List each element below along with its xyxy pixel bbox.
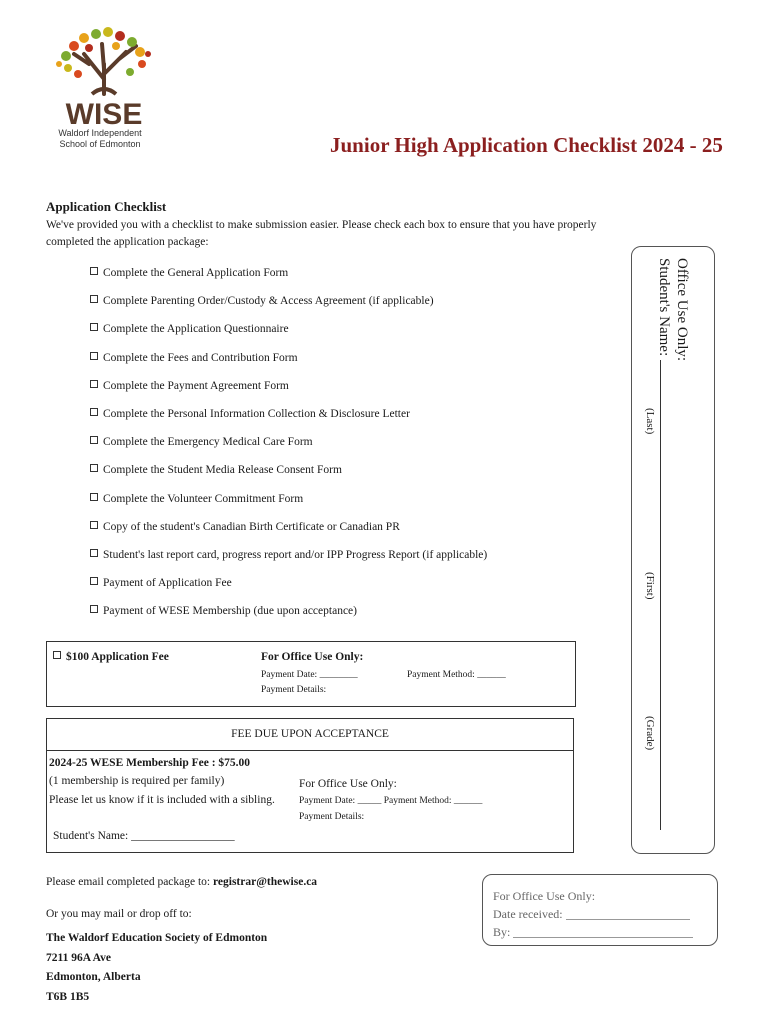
membership-fee-box bbox=[46, 718, 574, 853]
address-line: 7211 96A Ave bbox=[46, 951, 111, 964]
address-line: Edmonton, Alberta bbox=[46, 971, 141, 983]
checklist-items bbox=[90, 265, 487, 631]
payment-method-field: Payment Method: ______ bbox=[407, 670, 506, 680]
logo-wordmark: WISE bbox=[65, 98, 143, 131]
checkbox-icon[interactable] bbox=[90, 295, 98, 303]
membership-student-name[interactable]: Student's Name: __________________ bbox=[53, 830, 235, 842]
payment-details-field: Payment Details: bbox=[299, 812, 365, 822]
checkbox-icon[interactable] bbox=[90, 408, 98, 416]
checkbox-icon[interactable] bbox=[90, 267, 98, 275]
mailing-address bbox=[46, 929, 267, 1007]
checkbox-icon[interactable] bbox=[90, 464, 98, 472]
checklist-item[interactable]: Complete the Volunteer Commitment Form bbox=[90, 491, 487, 519]
checkbox-icon[interactable] bbox=[90, 549, 98, 557]
office-use-heading: For Office Use Only: bbox=[261, 651, 364, 663]
checkbox-icon[interactable] bbox=[90, 352, 98, 360]
membership-fee-amount: 2024-25 WESE Membership Fee : $75.00 bbox=[49, 757, 251, 769]
payment-date-field: Payment Date: ________ bbox=[261, 670, 358, 680]
checklist-intro: We've provided you with a checklist to make submission easier. Please check each box to ensure that you have properly completed the application package: bbox=[46, 219, 597, 248]
office-use-heading: For Office Use Only: bbox=[299, 778, 397, 790]
checklist-item[interactable]: Student's last report card, progress report and/or IPP Progress Report (if applicable) bbox=[90, 547, 487, 575]
sibling-note: Please let us know if it is included with a sibling. bbox=[49, 794, 275, 806]
logo-subtitle bbox=[40, 128, 160, 150]
address-line: The Waldorf Education Society of Edmonton bbox=[46, 932, 268, 944]
office-box-heading: For Office Use Only: bbox=[493, 889, 596, 903]
tree-icon bbox=[74, 44, 136, 94]
date-received-field[interactable]: Date received: bbox=[493, 907, 690, 922]
side-student-name[interactable]: Student's Name: bbox=[655, 258, 672, 830]
payment-date-method-field: Payment Date: _____ Payment Method: ______ bbox=[299, 796, 483, 806]
side-office-use-label: Office Use Only: bbox=[674, 258, 690, 362]
checklist-heading: Application Checklist bbox=[46, 199, 167, 214]
checkbox-icon[interactable] bbox=[90, 605, 98, 613]
received-by-field[interactable]: By: bbox=[493, 925, 693, 940]
student-name-line[interactable] bbox=[660, 360, 661, 830]
checkbox-icon[interactable] bbox=[53, 651, 61, 659]
side-first-label: (First) bbox=[644, 572, 656, 600]
checklist-item[interactable]: Complete the Fees and Contribution Form bbox=[90, 350, 487, 378]
address-line: T6B 1B5 bbox=[46, 990, 90, 1003]
checkbox-icon[interactable] bbox=[90, 493, 98, 501]
payment-details-field: Payment Details: bbox=[261, 685, 327, 695]
logo-line-1: Waldorf Independent bbox=[58, 128, 142, 138]
office-use-box bbox=[482, 874, 718, 946]
registrar-email-link[interactable]: registrar@thewise.ca bbox=[213, 876, 318, 888]
checklist-item[interactable]: Payment of WESE Membership (due upon acceptance) bbox=[90, 603, 487, 631]
checklist-item[interactable]: Complete the Emergency Medical Care Form bbox=[90, 434, 487, 462]
checklist-item[interactable]: Copy of the student's Canadian Birth Certificate or Canadian PR bbox=[90, 519, 487, 547]
document-title: Junior High Application Checklist 2024 - 25 bbox=[330, 133, 723, 157]
email-instructions: Please email completed package to: registrar@thewise.ca bbox=[46, 876, 318, 888]
checklist-item[interactable]: Complete Parenting Order/Custody & Access Agreement (if applicable) bbox=[90, 293, 487, 321]
checkbox-icon[interactable] bbox=[90, 577, 98, 585]
checklist-item[interactable]: Complete the Student Media Release Consent Form bbox=[90, 462, 487, 490]
fee-due-heading: FEE DUE UPON ACCEPTANCE bbox=[47, 719, 573, 751]
logo-line-2: School of Edmonton bbox=[59, 139, 141, 149]
checklist-item[interactable]: Complete the Personal Information Collection & Disclosure Letter bbox=[90, 406, 487, 434]
checklist-item[interactable]: Payment of Application Fee bbox=[90, 575, 487, 603]
side-last-label: (Last) bbox=[644, 408, 656, 435]
checklist-item[interactable]: Complete the Application Questionnaire bbox=[90, 321, 487, 349]
checkbox-icon[interactable] bbox=[90, 380, 98, 388]
checkbox-icon[interactable] bbox=[90, 323, 98, 331]
membership-note: (1 membership is required per family) bbox=[49, 775, 225, 787]
checkbox-icon[interactable] bbox=[90, 436, 98, 444]
checkbox-icon[interactable] bbox=[90, 521, 98, 529]
checklist-item[interactable]: Complete the General Application Form bbox=[90, 265, 487, 293]
side-grade-label: (Grade) bbox=[644, 716, 656, 751]
mail-instructions: Or you may mail or drop off to: bbox=[46, 908, 192, 920]
checklist-item[interactable]: Complete the Payment Agreement Form bbox=[90, 378, 487, 406]
application-fee-checkbox[interactable]: $100 Application Fee bbox=[53, 651, 169, 663]
application-fee-box bbox=[46, 641, 576, 707]
